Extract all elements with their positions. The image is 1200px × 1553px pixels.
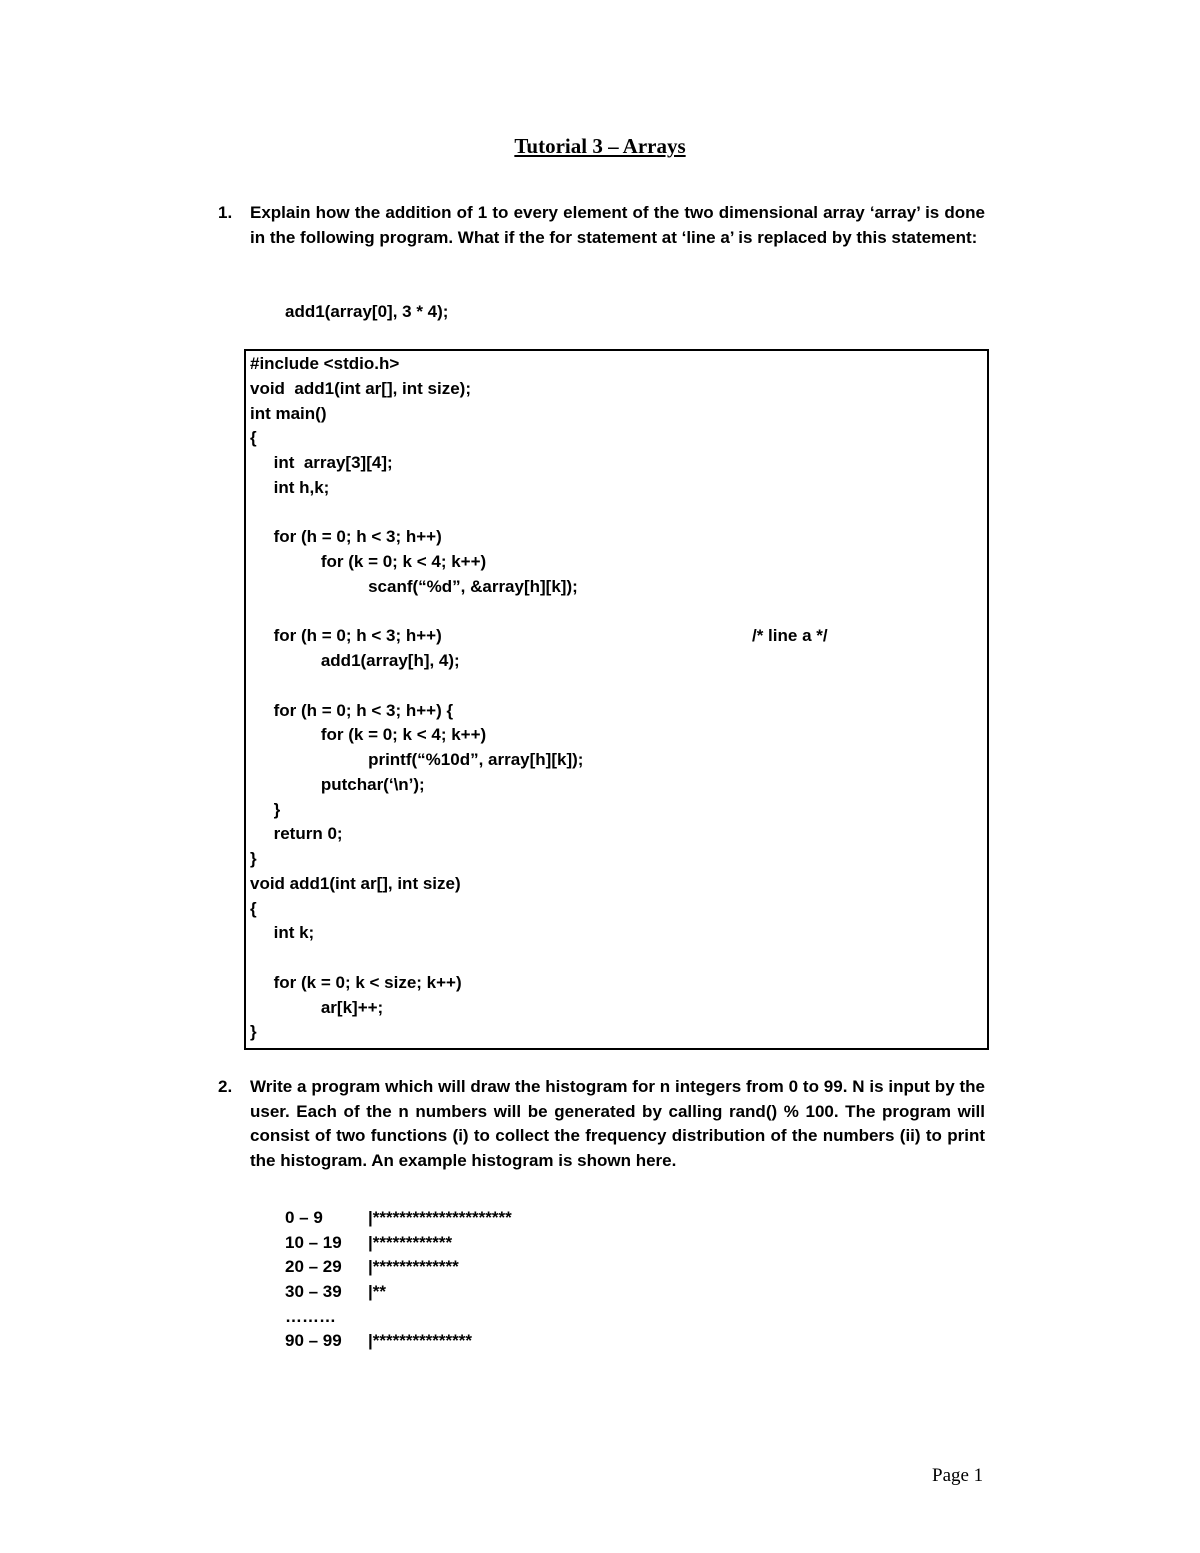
code-line bbox=[250, 476, 980, 501]
code-line-text: int k; bbox=[250, 923, 315, 943]
code-line-text: add1(array[h], 4); bbox=[250, 651, 460, 670]
code-line-text: { bbox=[250, 898, 257, 918]
code-line bbox=[250, 550, 980, 575]
code-line bbox=[250, 946, 980, 971]
code-line bbox=[250, 699, 980, 724]
histogram-range: 30 – 39 bbox=[285, 1282, 342, 1302]
code-line-text: #include <stdio.h> bbox=[250, 354, 400, 373]
code-line-text: ar[k]++; bbox=[250, 997, 384, 1017]
code-line-text: int array[3][4]; bbox=[250, 453, 393, 472]
code-line bbox=[250, 377, 980, 402]
histogram-range: 0 – 9 bbox=[285, 1208, 323, 1227]
code-line bbox=[250, 798, 980, 823]
code-line bbox=[250, 352, 980, 377]
histogram-bar: |** bbox=[368, 1282, 386, 1302]
code-line-text: void add1(int ar[], int size) bbox=[250, 873, 461, 893]
code-line bbox=[250, 501, 980, 526]
histogram-bar: |********************* bbox=[368, 1208, 512, 1227]
code-line bbox=[250, 996, 980, 1021]
code-line-text: putchar(‘\n’); bbox=[250, 774, 425, 794]
code-line bbox=[250, 748, 980, 773]
code-line-text: int main() bbox=[250, 403, 327, 423]
code-line bbox=[250, 575, 980, 600]
code-line bbox=[250, 402, 980, 427]
question-1-text: Explain how the addition of 1 to every element of the two dimensional array ‘array’ is done in the following program. What if the for statement at ‘line a’ is replaced by this statement: bbox=[250, 203, 985, 247]
question-1-number: 1. bbox=[218, 203, 233, 222]
histogram-range: 90 – 99 bbox=[285, 1331, 342, 1351]
code-line bbox=[250, 971, 980, 996]
code-line bbox=[250, 1020, 980, 1045]
code-line-text: } bbox=[250, 1022, 257, 1042]
histogram-range: 10 – 19 bbox=[285, 1232, 342, 1252]
question-2-text: Write a program which will draw the histogram for n integers from 0 to 99. N is input by the user. Each of the n numbers will be generated by calling rand() % 100. The program will consist of two functions (i) to collect the frequency distribution of the numbers (ii) to print the histogram. An example histogram is shown here. bbox=[250, 1077, 985, 1170]
code-line bbox=[250, 847, 980, 872]
code-line-text: return 0; bbox=[250, 824, 343, 844]
histogram-bar: |************ bbox=[368, 1232, 453, 1252]
code-line-text: printf(“%10d”, array[h][k]); bbox=[250, 750, 584, 769]
code-line bbox=[250, 674, 980, 699]
histogram-bar: |*************** bbox=[368, 1331, 472, 1351]
code-line bbox=[250, 624, 980, 649]
code-line bbox=[250, 773, 980, 798]
code-line bbox=[250, 822, 980, 847]
code-line bbox=[250, 525, 980, 550]
page-number: Page 1 bbox=[932, 1465, 984, 1486]
histogram-range: 20 – 29 bbox=[285, 1257, 342, 1277]
code-line bbox=[250, 921, 980, 946]
code-line bbox=[250, 600, 980, 625]
page-title: Tutorial 3 – Arrays bbox=[514, 134, 686, 158]
code-line bbox=[250, 897, 980, 922]
code-line-text: int h,k; bbox=[250, 477, 330, 497]
code-line bbox=[250, 872, 980, 897]
code-line-text: void add1(int ar[], int size); bbox=[250, 378, 472, 398]
code-line-text: } bbox=[250, 849, 257, 868]
code-line-text: for (h = 0; h < 3; h++) bbox=[250, 527, 442, 547]
code-line-text: scanf(“%d”, &array[h][k]); bbox=[250, 576, 578, 596]
code-line-text: for (k = 0; k < 4; k++) bbox=[250, 552, 487, 571]
code-comment: /* line a */ bbox=[752, 626, 828, 646]
replacement-statement: add1(array[0], 3 * 4); bbox=[285, 302, 449, 321]
histogram-bar: |************* bbox=[368, 1257, 459, 1277]
code-line-text: for (k = 0; k < 4; k++) bbox=[250, 725, 487, 745]
histogram-range: ……… bbox=[285, 1306, 336, 1326]
code-line bbox=[250, 426, 980, 451]
code-line-text: { bbox=[250, 428, 257, 448]
question-2-number: 2. bbox=[218, 1077, 233, 1096]
code-line bbox=[250, 451, 980, 476]
code-listing bbox=[250, 352, 980, 1045]
code-line-text: } bbox=[250, 799, 281, 819]
code-line-text: for (h = 0; h < 3; h++) { bbox=[250, 700, 454, 720]
code-line bbox=[250, 649, 980, 674]
code-line-text: for (k = 0; k < size; k++) bbox=[250, 972, 462, 992]
code-line bbox=[250, 723, 980, 748]
code-line-text: for (h = 0; h < 3; h++) bbox=[250, 626, 442, 646]
code-listing-box bbox=[244, 349, 989, 1050]
